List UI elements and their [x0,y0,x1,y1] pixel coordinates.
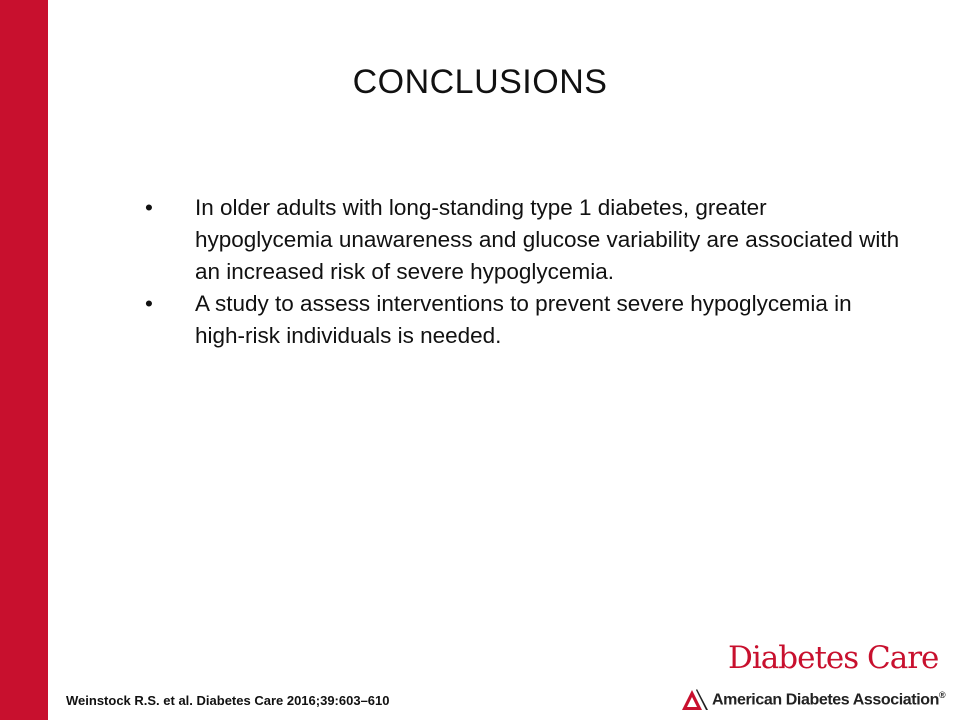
slide-title: CONCLUSIONS [352,63,608,101]
association-logo [681,688,945,712]
bullet-item [145,288,905,352]
bullet-marker: • [145,195,153,220]
bullet-text: In older adults with long-standing type 1 diabetes, greater hypoglycemia unawareness and glucose variability are associated with an increased risk of severe hypoglycemia. [195,195,900,284]
citation: Weinstock R.S. et al. Diabetes Care 2016;39:603–610 [66,693,390,708]
association-name: American Diabetes Association® [712,690,946,709]
ada-triangle-logo-icon [681,689,709,711]
bullet-marker: • [145,291,153,316]
registered-mark: ® [939,690,946,701]
bullet-item [145,192,905,288]
journal-logo: Diabetes Care [728,640,939,676]
bullet-list [145,192,905,352]
bullet-text: A study to assess interventions to prevent severe hypoglycemia in high-risk individuals is needed. [195,291,852,348]
left-accent-bar [0,0,48,720]
